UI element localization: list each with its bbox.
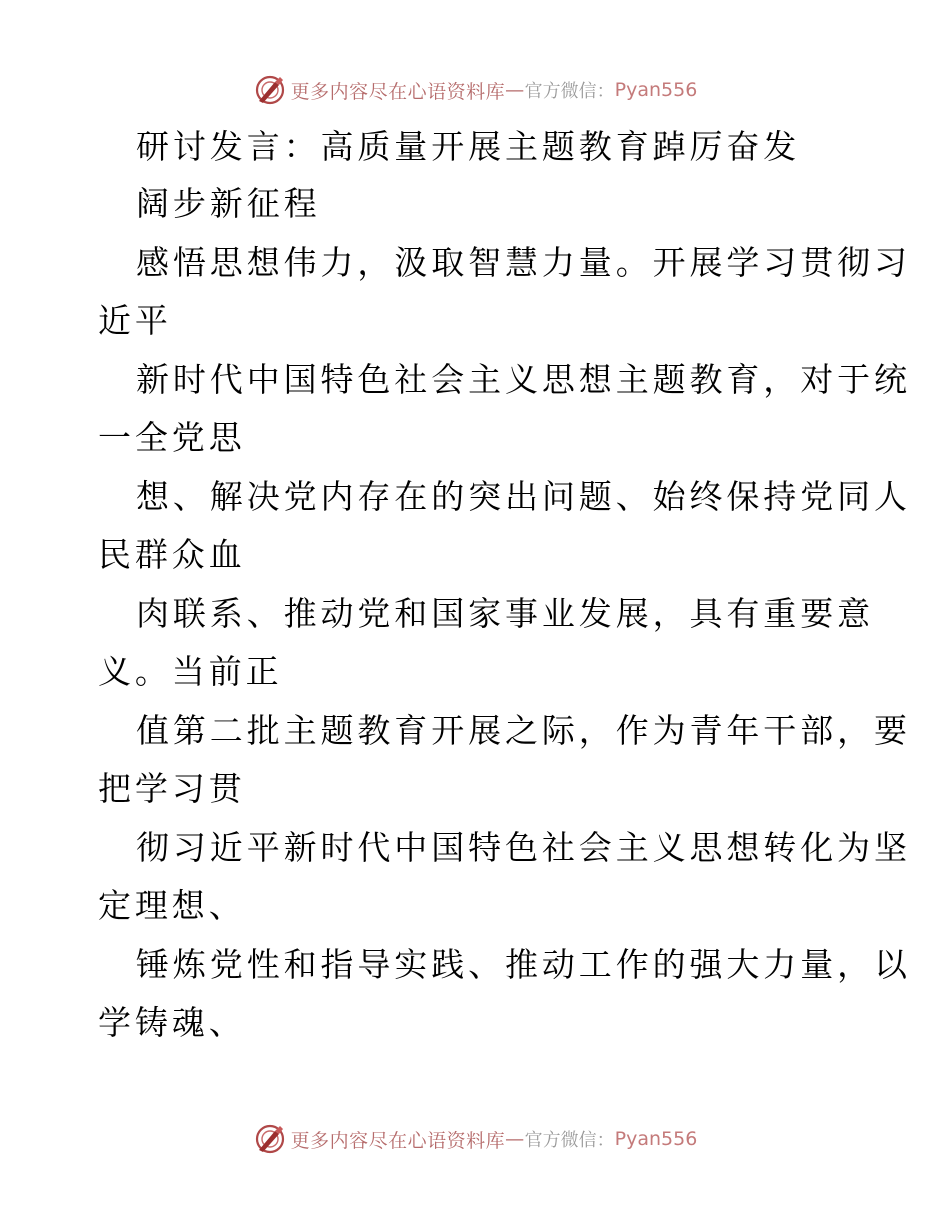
paragraph-line: 定理想、 xyxy=(98,886,246,925)
watermark-separator: — xyxy=(505,79,525,101)
watermark-separator: — xyxy=(505,1128,525,1150)
title-line-1: 研讨发言：高质量开展主题教育踔厉奋发 xyxy=(136,127,801,166)
header-watermark xyxy=(0,70,950,110)
watermark-wechat-id: Pyan556 xyxy=(614,79,698,101)
paragraph-line: 一全党思 xyxy=(98,418,246,457)
watermark-main-text: 更多内容尽在心语资料库 xyxy=(290,1129,506,1152)
paragraph-line: 锤炼党性和指导实践、推动工作的强大力量，以 xyxy=(136,945,911,984)
footer-watermark xyxy=(0,1119,950,1159)
paragraph-line: 值第二批主题教育开展之际，作为青年干部，要 xyxy=(136,711,911,750)
paragraph-line: 民群众血 xyxy=(98,535,246,574)
paragraph-line: 义。当前正 xyxy=(98,652,283,691)
paragraph-line: 感悟思想伟力，汲取智慧力量。开展学习贯彻习 xyxy=(136,243,911,282)
watermark-wechat-label: 官方微信： xyxy=(524,81,615,102)
watermark-main-text: 更多内容尽在心语资料库 xyxy=(290,80,506,103)
paragraph-line: 学铸魂、 xyxy=(98,1003,246,1042)
pen-circle-logo-icon xyxy=(253,1122,287,1156)
paragraph-line: 新时代中国特色社会主义思想主题教育，对于统 xyxy=(136,360,911,399)
pen-circle-logo-icon xyxy=(253,73,287,107)
paragraph-line: 彻习近平新时代中国特色社会主义思想转化为坚 xyxy=(136,828,911,867)
paragraph-line: 近平 xyxy=(98,301,172,340)
paragraph-line: 肉联系、推动党和国家事业发展，具有重要意 xyxy=(136,594,874,633)
title-line-2: 阔步新征程 xyxy=(136,184,321,223)
watermark-wechat-label: 官方微信： xyxy=(524,1130,615,1151)
paragraph-line: 想、解决党内存在的突出问题、始终保持党同人 xyxy=(136,477,911,516)
watermark-wechat-id: Pyan556 xyxy=(614,1128,698,1150)
paragraph-line: 把学习贯 xyxy=(98,769,246,808)
